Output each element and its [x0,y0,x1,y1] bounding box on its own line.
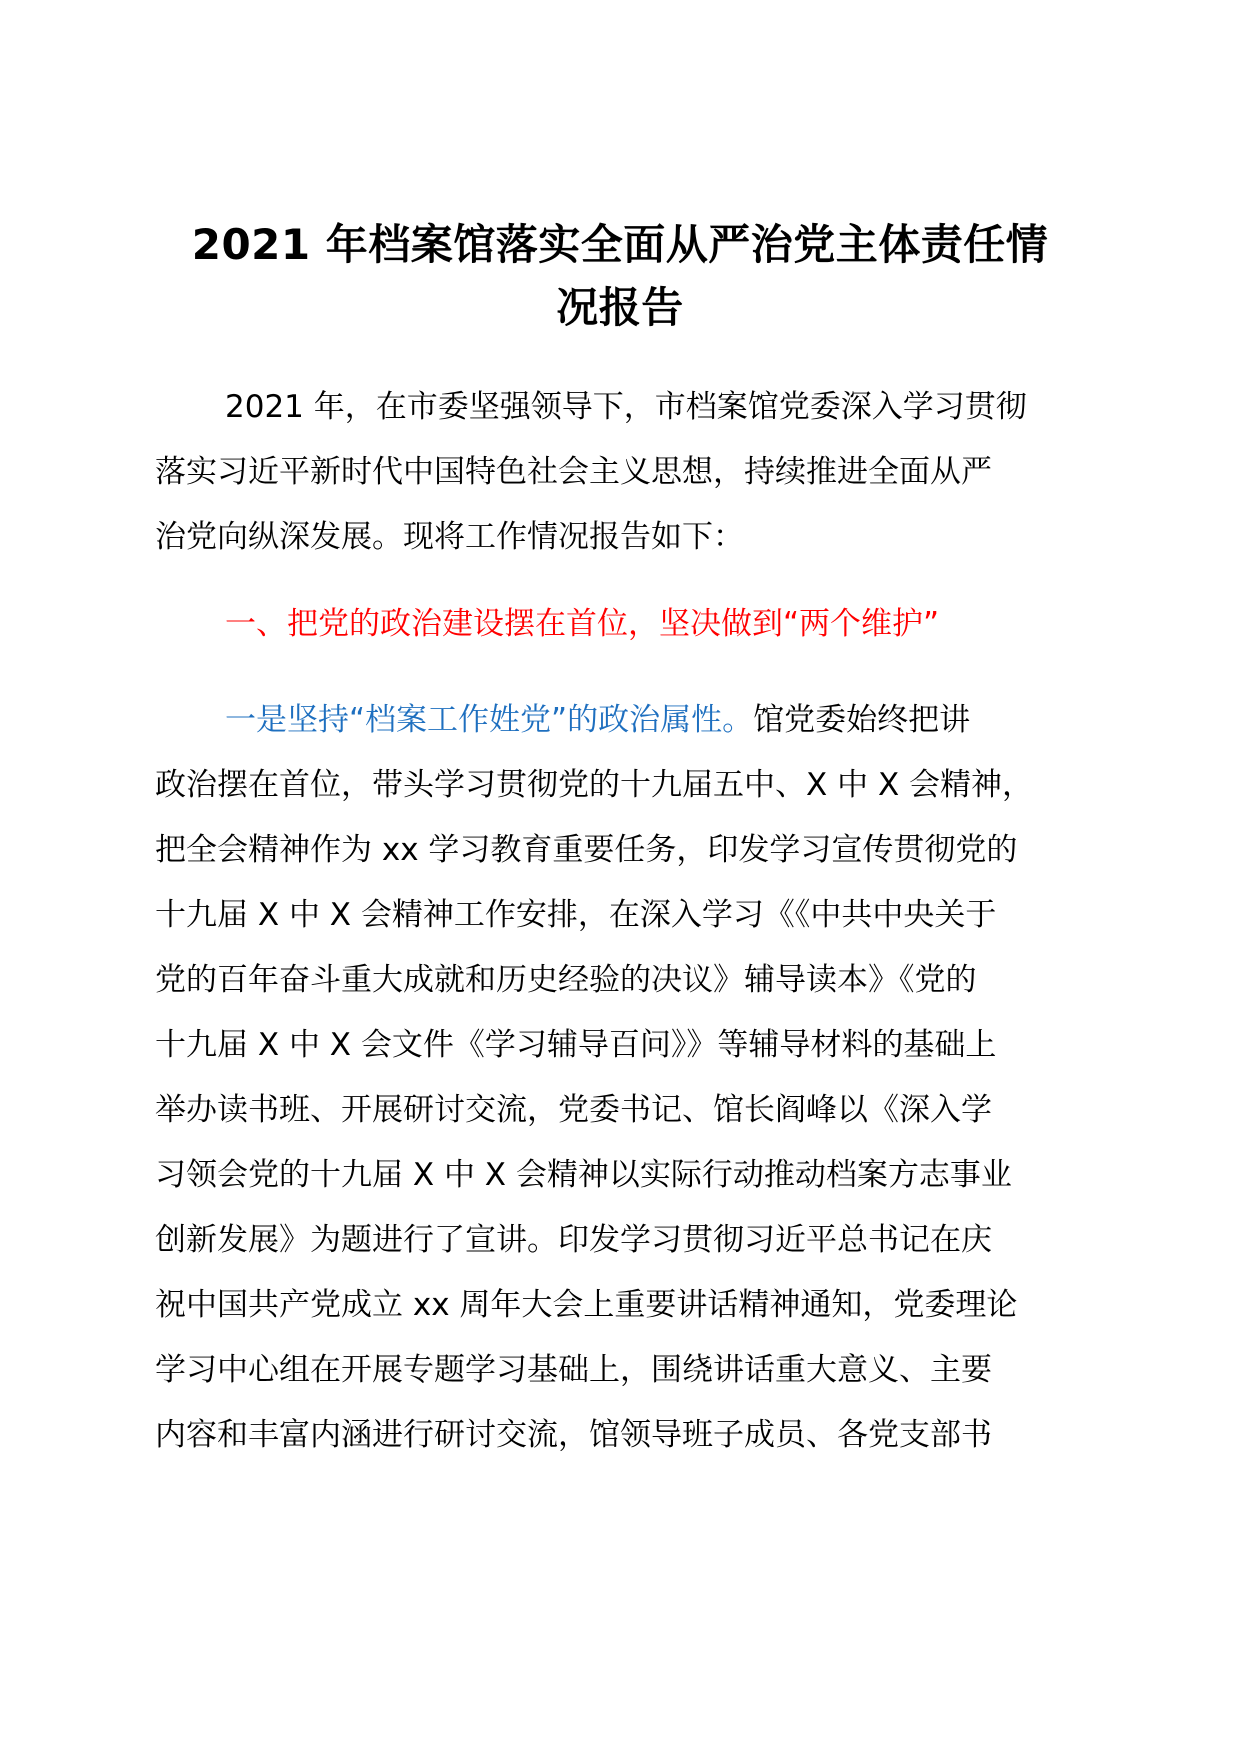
paragraph-line: 2021 年，在市委坚强领导下，市档案馆党委深入学习贯彻 [225,389,1027,425]
paragraph-line: 十九届 X 中 X 会精神工作安排，在深入学习《《中共中央关于 [155,897,997,933]
paragraph-line: 把全会精神作为 xx 学习教育重要任务，印发学习宣传贯彻党的 [155,832,1018,868]
paragraph-line [155,688,1085,753]
sub-heading: 一是坚持“档案工作姓党”的政治属性。 [225,702,754,738]
paragraph-line: 党的百年奋斗重大成就和历史经验的决议》辅导读本》《党的 [155,962,977,998]
paragraph-line: 落实习近平新时代中国特色社会主义思想，持续推进全面从严 [155,454,992,490]
paragraph-line: 举办读书班、开展研讨交流，党委书记、馆长阎峰以《深入学 [155,1092,992,1128]
paragraph-line: 习领会党的十九届 X 中 X 会精神以实际行动推动档案方志事业 [155,1157,1012,1193]
paragraph-line: 内容和丰富内涵进行研讨交流，馆领导班子成员、各党支部书 [155,1417,992,1453]
title-line: 2021 年档案馆落实全面从严治党主体责任情 [191,220,1049,269]
paragraph-line: 政治摆在首位，带头学习贯彻党的十九届五中、X 中 X 会精神， [155,767,1034,803]
intro-paragraph [155,375,1085,570]
body-paragraph [155,688,1085,1468]
title-line: 况报告 [556,283,684,332]
paragraph-line: 学习中心组在开展专题学习基础上，围绕讲话重大意义、主要 [155,1352,992,1388]
document-page [155,213,1085,1468]
section-heading: 一、把党的政治建设摆在首位，坚决做到“两个维护” [225,606,940,642]
paragraph-line: 十九届 X 中 X 会文件《学习辅导百问》》等辅导材料的基础上 [155,1027,997,1063]
document-title [155,213,1085,339]
paragraph-line: 治党向纵深发展。现将工作情况报告如下： [155,519,744,555]
sub-heading-rest: 馆党委始终把讲 [753,702,971,738]
paragraph-line: 祝中国共产党成立 xx 周年大会上重要讲话精神通知，党委理论 [155,1287,1018,1323]
paragraph-line: 创新发展》为题进行了宣讲。印发学习贯彻习近平总书记在庆 [155,1222,992,1258]
